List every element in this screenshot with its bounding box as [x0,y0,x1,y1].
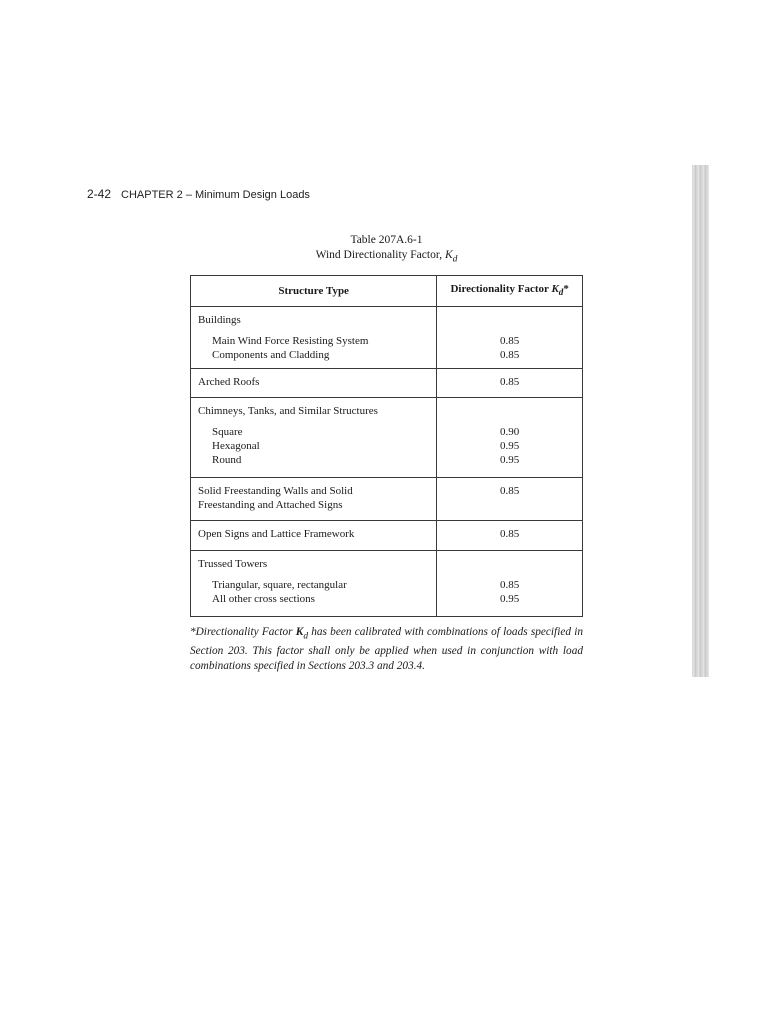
group-title: Trussed Towers [198,558,268,570]
footnote-symbol: K [295,626,304,638]
structure-type-cell: Arched Roofs [191,369,437,398]
table-row [191,551,583,617]
header-structure-type: Structure Type [191,276,437,307]
factor-value: 0.85 [437,521,583,551]
structure-type-cell: Open Signs and Lattice Framework [191,521,437,551]
item-label: All other cross sections [212,593,315,605]
chapter-title: CHAPTER 2 – Minimum Design Loads [121,189,310,201]
header-factor-subscript: d [558,287,564,298]
structure-type-cell [191,551,437,617]
group-title: Solid Freestanding Walls and Solid [198,485,353,497]
table-footnote [190,625,583,674]
item-label: Square [212,426,243,438]
structure-type-cell [191,398,437,478]
group-title-line2: Freestanding and Attached Signs [198,499,343,511]
table-row [191,307,583,369]
table-title [190,248,583,266]
factor-value: 0.85 [500,349,520,361]
item-label: Main Wind Force Resisting System [212,335,369,347]
footnote-subscript: d [303,631,309,642]
factor-cell [437,551,583,617]
factor-value: 0.95 [500,440,520,452]
table-title-symbol: K [444,249,453,261]
factor-value: 0.85 [437,369,583,398]
table-row [191,369,583,398]
factor-value: 0.85 [500,579,520,591]
factor-value: 0.90 [500,426,520,438]
footnote-lead: *Directionality Factor [190,626,296,638]
item-label: Round [212,454,242,466]
table-title-text: Wind Directionality Factor, [315,249,445,261]
footnote-text: has been calibrated with combinations of loads specified in Section 203. This factor shall only be applied when used in conjunction with load combinations specified in Sections 203.3 and 203.4. [190,626,584,673]
header-factor-symbol: K [551,283,559,296]
factor-value: 0.95 [500,454,520,466]
table-row [191,478,583,521]
scan-page-edge [692,165,709,677]
factor-cell [437,307,583,369]
factor-value: 0.85 [500,335,520,347]
table-caption [190,233,583,266]
factor-cell [437,398,583,478]
table-number: Table 207A.6-1 [350,234,423,246]
running-head [87,187,310,201]
header-directionality-factor [437,276,583,307]
item-label: Components and Cladding [212,349,330,361]
item-label: Triangular, square, rectangular [212,579,347,591]
table-row [191,398,583,478]
factor-value: 0.85 [437,478,583,521]
group-title: Chimneys, Tanks, and Similar Structures [198,405,378,417]
table-header-row [191,276,583,307]
structure-type-cell [191,478,437,521]
header-factor-star: * [563,283,569,296]
table-title-subscript: d [452,253,458,265]
header-factor-text: Directionality Factor [450,283,552,296]
group-title: Buildings [198,314,241,326]
directionality-table [190,275,583,617]
item-label: Hexagonal [212,440,260,452]
page-number: 2-42 [87,187,112,201]
table-row [191,521,583,551]
structure-type-cell [191,307,437,369]
factor-value: 0.95 [500,593,520,605]
